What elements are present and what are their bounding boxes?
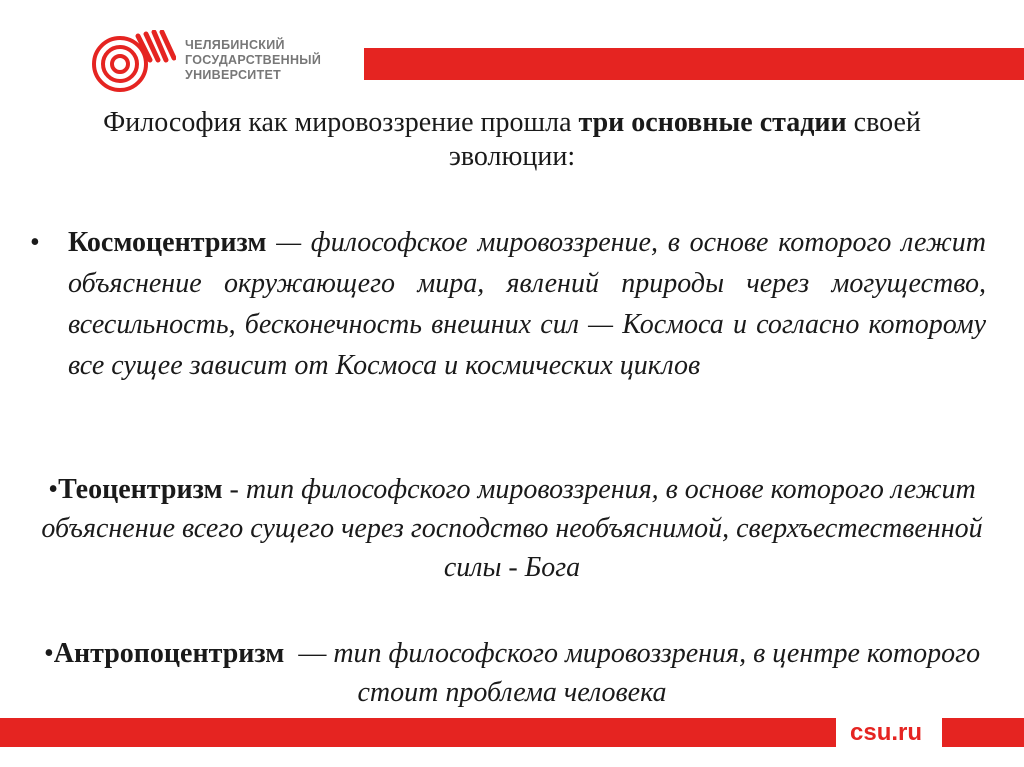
definition-cosmocentrism — [68, 222, 986, 386]
bullet-theocentrism: • — [48, 474, 59, 505]
footer-red-bar — [0, 718, 836, 747]
university-name-line-3: УНИВЕРСИТЕТ — [185, 68, 282, 82]
intro-text — [40, 106, 984, 174]
separator-anthropocentrism: — — [284, 638, 334, 669]
definition-text-theocentrism: тип философского мировоззрения, в основе которого лежит объяснение всего сущего через господство необъяснимой, сверхъестественной силы - Бога — [41, 474, 983, 583]
intro-text-end: своей эволюции: — [448, 107, 921, 172]
term-anthropocentrism: Антропоцентризм — [53, 638, 285, 669]
footer-red-bar-right — [942, 718, 1024, 747]
term-cosmocentrism: Космоцентризм — [68, 227, 267, 258]
intro-text-start: Философия как мировоззрение прошла — [103, 107, 579, 138]
university-name-line-1: ЧЕЛЯБИНСКИЙ — [185, 38, 285, 52]
definition-text-cosmocentrism: — философское мировоззрение, в основе которого лежит объяснение окружающего мира, явлений природы через могущество, всесильность, бесконечность внешних сил — Космоса и согласно которому все сущее зависит от Космоса и космических циклов — [68, 227, 986, 381]
intro-text-emphasis: три основные стадии — [578, 107, 847, 138]
bullet-cosmocentrism: • — [30, 227, 40, 258]
term-theocentrism: Теоцентризм — [58, 474, 223, 505]
slide-header — [0, 0, 1024, 110]
definition-text-anthropocentrism: тип философского мировоззрения, в центре которого стоит проблема человека — [333, 638, 981, 708]
definition-anthropocentrism — [40, 634, 984, 712]
site-link[interactable]: csu.ru — [850, 719, 923, 746]
definition-theocentrism — [40, 470, 984, 587]
university-logo-icon — [80, 30, 176, 94]
university-name-line-2: ГОСУДАРСТВЕННЫЙ — [185, 53, 322, 67]
bullet-anthropocentrism: • — [43, 638, 54, 669]
separator-theocentrism: - — [222, 474, 246, 505]
header-red-bar — [364, 48, 1024, 80]
university-name — [185, 38, 321, 83]
